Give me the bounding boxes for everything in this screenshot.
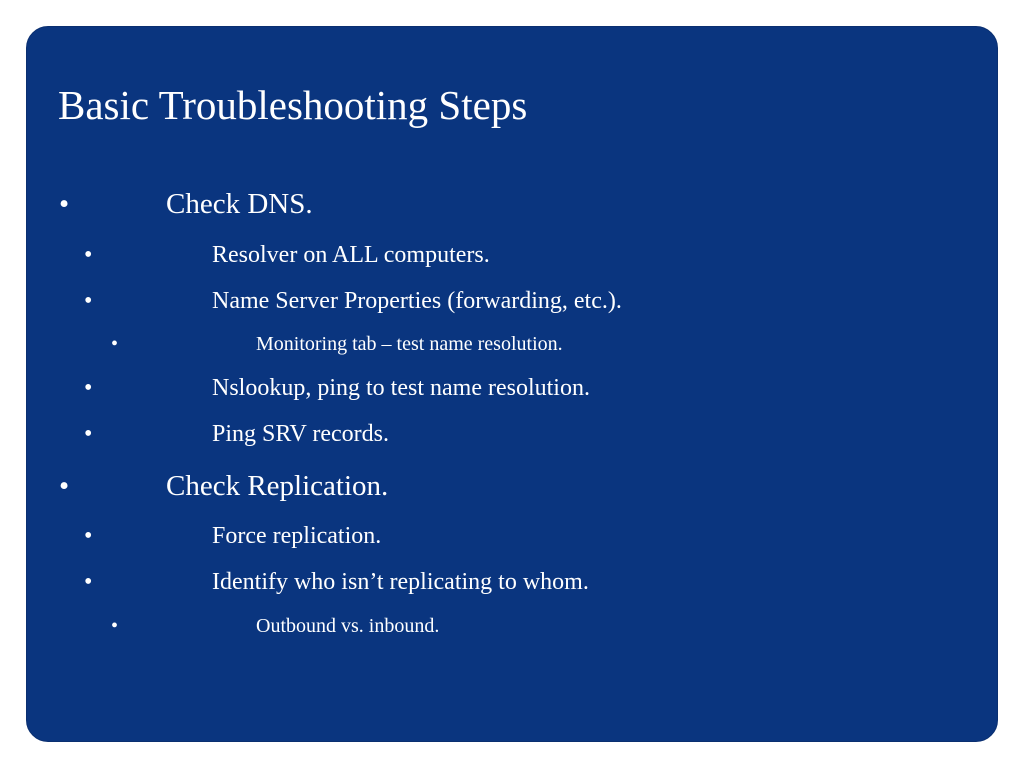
bullet-text: Outbound vs. inbound. [256, 615, 440, 637]
bullet-text: Check Replication. [166, 470, 389, 502]
bullet-icon: • [59, 470, 70, 502]
bullet-icon: • [84, 288, 93, 314]
bullet-icon: • [84, 242, 93, 268]
bullet-text: Check DNS. [166, 188, 313, 220]
bullet-icon: • [84, 421, 93, 447]
bullet-icon: • [111, 615, 119, 637]
bullet-text: Monitoring tab – test name resolution. [256, 333, 563, 355]
bullet-icon: • [59, 188, 70, 220]
slide [26, 26, 998, 742]
bullet-icon: • [84, 569, 93, 595]
bullet-text: Ping SRV records. [212, 421, 389, 447]
bullet-list [27, 27, 998, 742]
bullet-text: Identify who isn’t replicating to whom. [212, 569, 589, 595]
bullet-icon: • [84, 375, 93, 401]
bullet-text: Name Server Properties (forwarding, etc.). [212, 288, 622, 314]
bullet-text: Resolver on ALL computers. [212, 242, 490, 268]
bullet-text: Force replication. [212, 523, 382, 549]
bullet-icon: • [84, 523, 93, 549]
bullet-icon: • [111, 333, 119, 355]
bullet-text: Nslookup, ping to test name resolution. [212, 375, 590, 401]
slide-title: Basic Troubleshooting Steps [58, 82, 528, 128]
